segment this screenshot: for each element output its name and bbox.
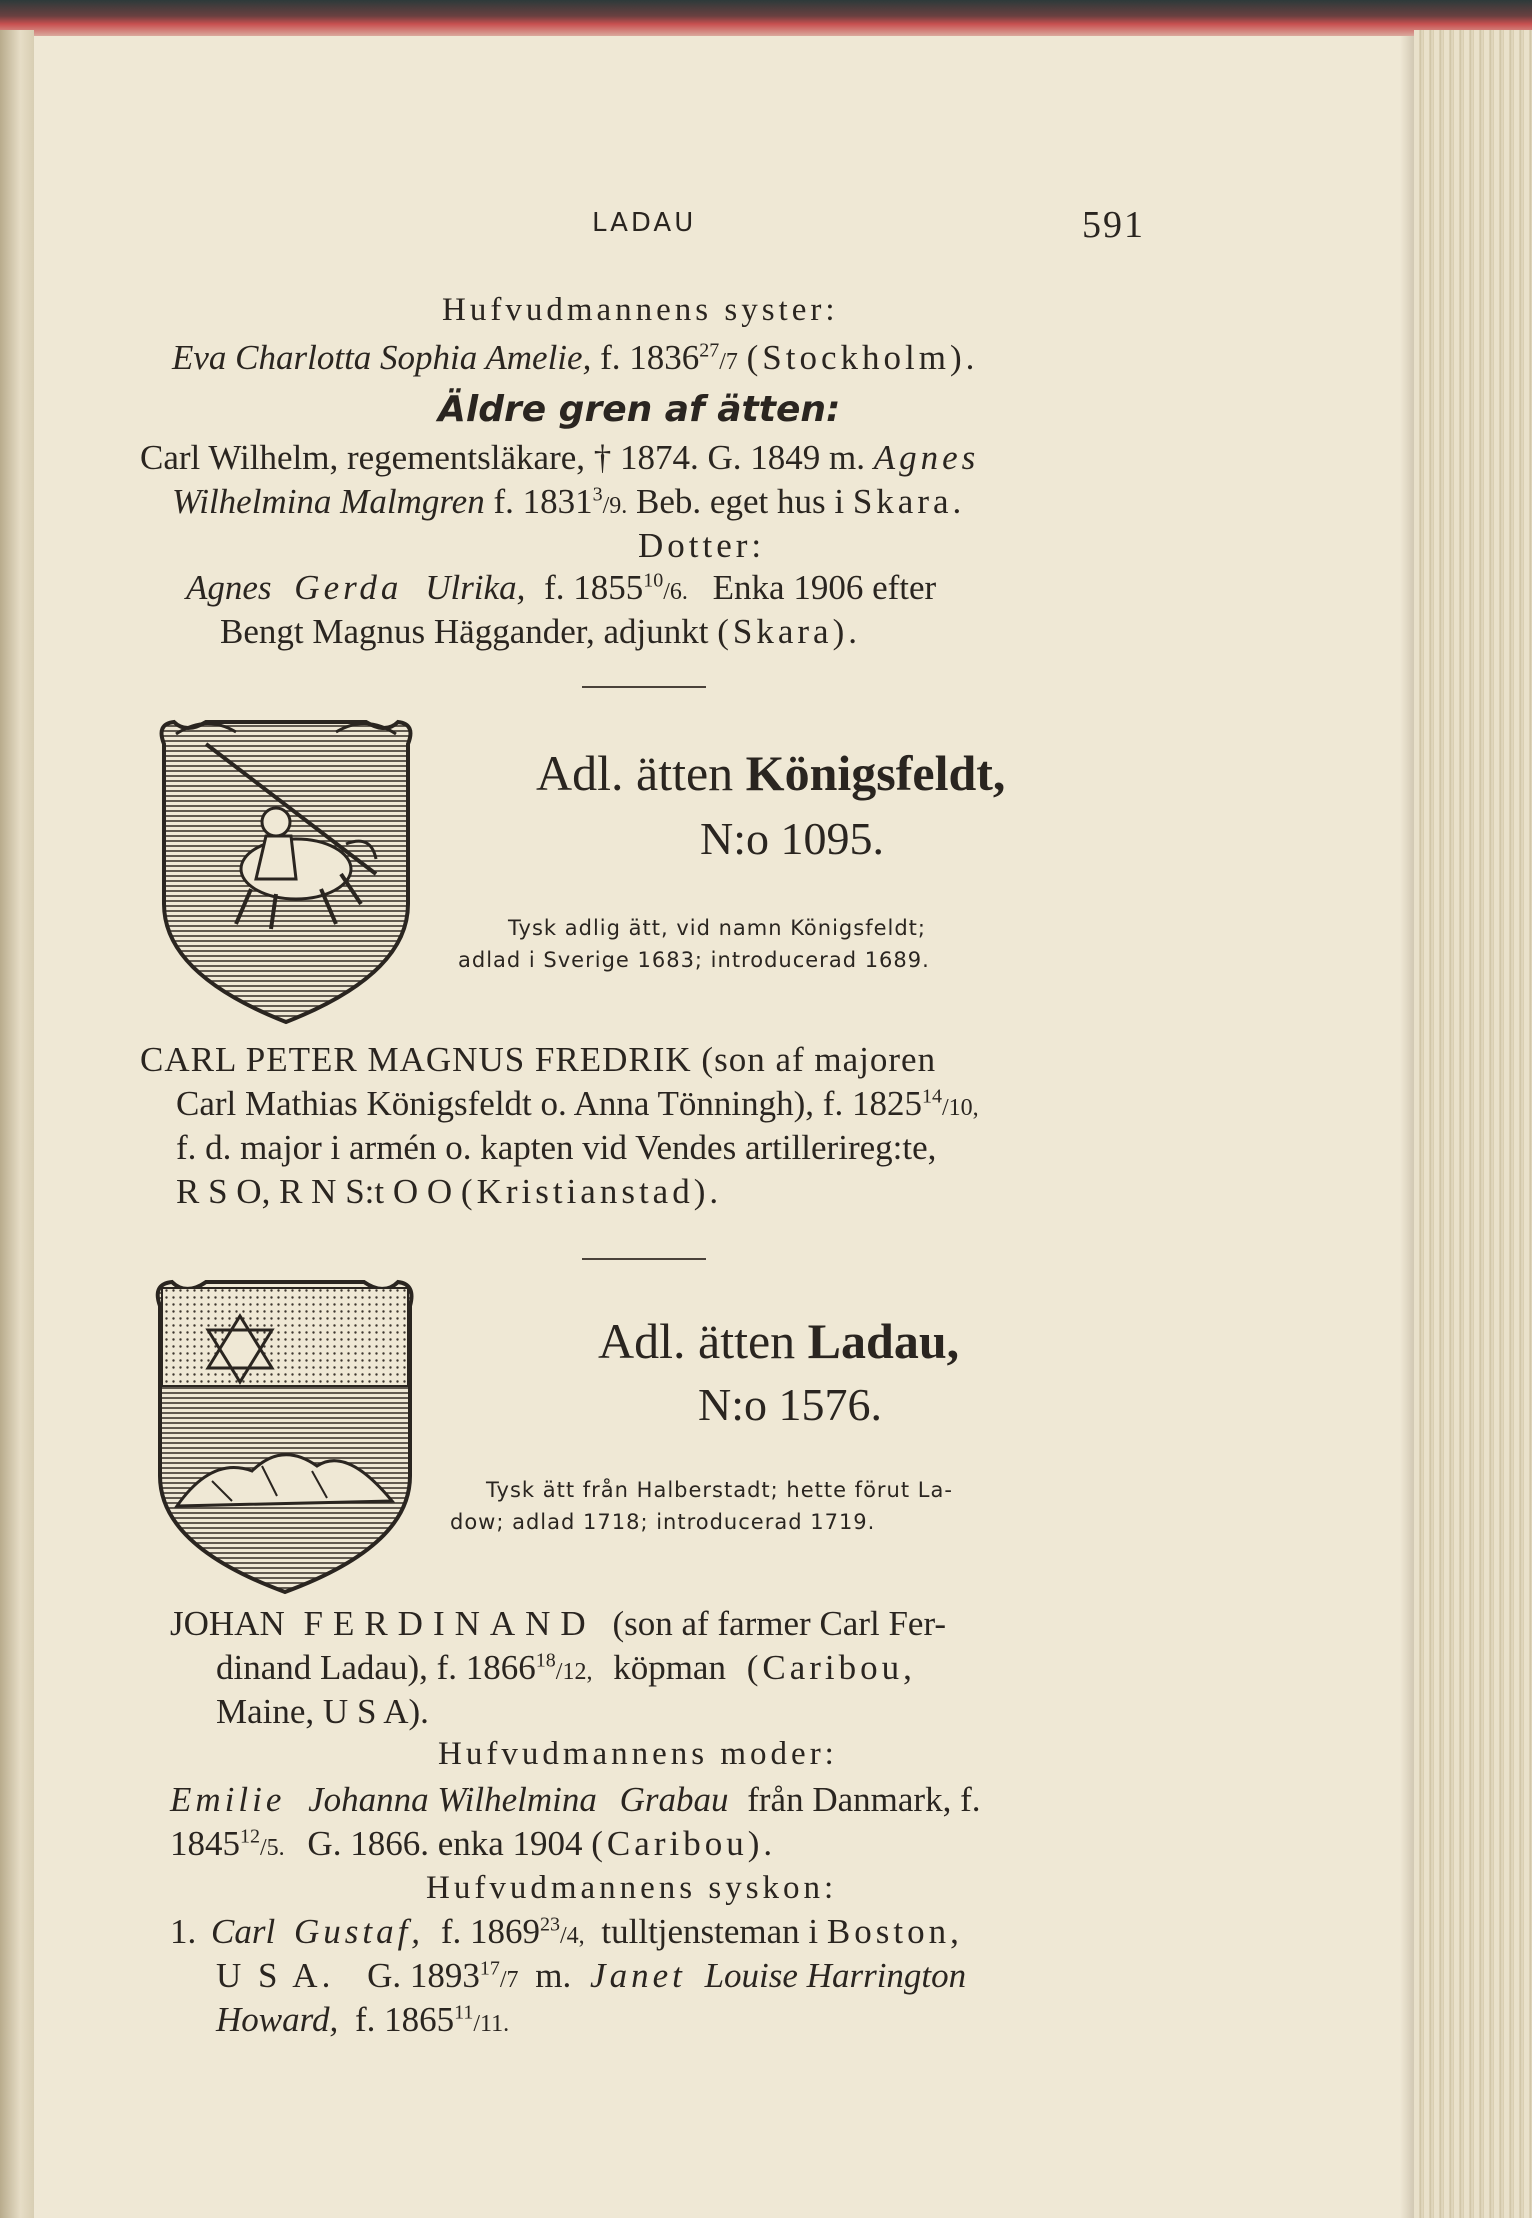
- daughter-heading: Dotter:: [638, 526, 766, 565]
- sibling-line-3: Howard, f. 1865$^{11}$/11.: [216, 2000, 510, 2039]
- konigsfeldt-coat-of-arms-icon: [146, 704, 426, 1026]
- older-line-2: Wilhelmina Malmgren f. 1831$^3$/9. Beb. eget hus i Skara.: [172, 482, 966, 521]
- book-gutter: [0, 30, 34, 2218]
- page-number: 591: [1082, 204, 1145, 246]
- running-head: LADAU: [592, 208, 697, 238]
- ladau-para-1: JOHAN FERDINAND (son af farmer Carl Fer-: [170, 1604, 947, 1643]
- konigsfeldt-note-2: adlad i Sverige 1683; introducerad 1689.: [458, 948, 930, 972]
- older-line-4: Bengt Magnus Häggander, adjunkt (Skara).: [220, 612, 862, 651]
- separator-rule: [582, 1258, 706, 1260]
- ladau-note-1: Tysk ätt från Halberstadt; hette förut La-: [486, 1478, 953, 1502]
- mother-line-1: Emilie Johanna Wilhelmina Grabau från Danmark, f.: [170, 1780, 981, 1819]
- konigsfeldt-number: N:o 1095.: [700, 813, 884, 864]
- ladau-coat-of-arms-icon: [142, 1266, 428, 1596]
- konigsfeldt-para-4: R S O, R N S:t O O (Kristianstad).: [176, 1172, 723, 1211]
- mother-line-2: 1845$^{12}$/5. G. 1866. enka 1904 (Caribou).: [170, 1824, 777, 1863]
- konigsfeldt-note-1: Tysk adlig ätt, vid namn Königsfeldt;: [508, 916, 926, 940]
- konigsfeldt-para-2: Carl Mathias Königsfeldt o. Anna Tönningh), f. 1825$^{14}$/10,: [176, 1084, 979, 1123]
- older-line-1: Carl Wilhelm, regementsläkare, † 1874. G. 1849 m. Agnes: [140, 438, 980, 477]
- separator-rule: [582, 686, 706, 688]
- ladau-number: N:o 1576.: [698, 1379, 882, 1430]
- ladau-para-2: dinand Ladau), f. 1866$^{18}$/12, köpman (Caribou,: [216, 1648, 916, 1687]
- mother-heading: Hufvudmannens moder:: [438, 1736, 838, 1772]
- older-branch-heading: Äldre gren af ätten:: [438, 389, 841, 430]
- konigsfeldt-para-1: CARL PETER MAGNUS FREDRIK (son af majoren: [140, 1040, 937, 1079]
- ladau-note-2: dow; adlad 1718; introducerad 1719.: [450, 1510, 876, 1534]
- siblings-heading: Hufvudmannens syskon:: [426, 1870, 838, 1906]
- sister-heading: Hufvudmannens syster:: [442, 292, 839, 328]
- konigsfeldt-para-3: f. d. major i armén o. kapten vid Vendes artillerireg:te,: [176, 1128, 937, 1167]
- page-stack-edges: [1414, 30, 1532, 2218]
- konigsfeldt-title: Adl. ätten Königsfeldt,: [536, 745, 1006, 801]
- ladau-para-3: Maine, U S A).: [216, 1692, 429, 1731]
- sister-line: Eva Charlotta Sophia Amelie, f. 1836$^{27}$/7 (Stockholm).: [172, 338, 979, 377]
- sibling-line-2: U S A. G. 1893$^{17}$/7 m. Janet Louise Harrington: [216, 1956, 967, 1995]
- ladau-title: Adl. ätten Ladau,: [598, 1313, 960, 1369]
- older-line-3: Agnes Gerda Ulrika, f. 1855$^{10}$/6. Enka 1906 efter: [186, 568, 937, 607]
- book-top-edge: [0, 0, 1532, 40]
- sibling-line-1: 1. Carl Gustaf, f. 1869$^{23}$/4, tulltjensteman i Boston,: [170, 1912, 963, 1951]
